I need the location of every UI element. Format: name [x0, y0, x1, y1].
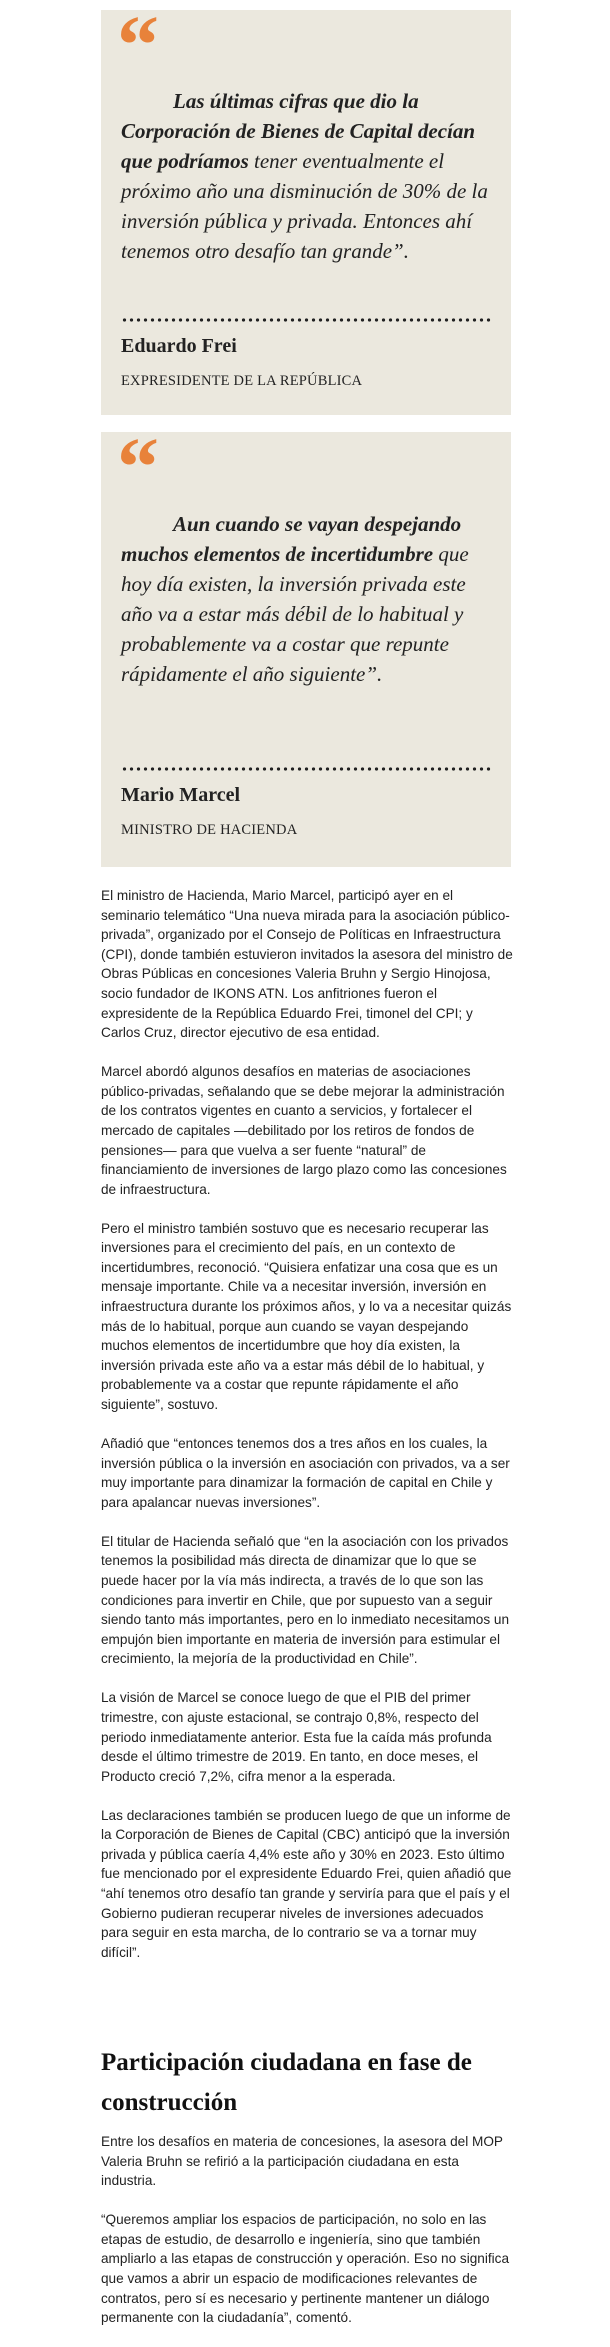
quote-text-bold: Aun cuando se vayan despejando muchos elementos de incertidumbre — [121, 512, 462, 566]
quote-text-rest: tener eventualmente el próximo año una disminución de 30% de la inversión pública y privada. Entonces ahí tenemos otro desafío tan grande”. — [121, 149, 488, 263]
article-paragraph: Entre los desafíos en materia de concesiones, la asesora del MOP Valeria Bruhn se refirió a la participación ciudadana en esta industria. — [101, 2134, 503, 2189]
quote-author: Eduardo Frei — [121, 335, 237, 357]
quote-author-role: EXPRESIDENTE DE LA REPÚBLICA — [121, 373, 363, 389]
article-paragraph: Las declaraciones también se producen luego de que un informe de la Corporación de Bienes de Capital (CBC) anticipó que la inversión privada y pública caería 4,4% este año y 30% en 2023. Esto último fue mencionado por el expresidente Eduardo Frei, quien añadió que “ahí tenemos otro desafío tan grande y serviría para que el país y el Gobierno pudieran recuperar niveles de inversiones adecuados para seguir en esta marcha, de lo contrario se va a tornar muy difícil”. — [101, 1807, 512, 1960]
quote-mark-icon: “ — [117, 0, 153, 92]
article-body — [101, 886, 513, 1982]
article-paragraph: “Queremos ampliar los espacios de participación, no solo en las etapas de estudio, de desarrollo e ingeniería, sino que también ampliarlo a las etapas de construcción y operación. Eso no significa que vamos a abrir un espacio de modificaciones relevantes de contratos, pero sí es necesario y pertinente mantener un diálogo permanente con la ciudadanía”, comentó. — [101, 2212, 510, 2326]
article-paragraph: La visión de Marcel se conoce luego de que el PIB del primer trimestre, con ajuste estacional, se contrajo 0,8%, respecto del periodo inmediatamente anterior. Esta fue la caída más profunda desde el último trimestre de 2019. En tanto, en doce meses, el Producto creció 7,2%, cifra menor a la esperada. — [101, 1690, 492, 1784]
article-body-section-2 — [101, 2132, 513, 2347]
quote-author: Mario Marcel — [121, 784, 241, 806]
article-paragraph: Añadió que “entonces tenemos dos a tres años en los cuales, la inversión pública o la inversión en asociación con privados, va a ser muy importante para dinamizar la formación de capital en Chile y para apalancar nuevas inversiones”. — [101, 1436, 510, 1510]
dotted-divider — [121, 318, 491, 322]
section-heading: Participación ciudadana en fase de construcción — [101, 2049, 472, 2116]
quote-mark-icon: “ — [117, 421, 153, 514]
article-paragraph: Marcel abordó algunos desafíos en materias de asociaciones público-privadas, señalando que se debe mejorar la administración de los contratos vigentes en cuanto a servicios, y fortalecer el mercado de capitales —debilitado por los retiros de fondos de pensiones— para que vuelva a ser fuente “natural” de financiamiento de inversiones de largo plazo como las concesiones de infraestructura. — [101, 1064, 507, 1197]
quote-text — [121, 509, 493, 689]
quote-text-rest: que hoy día existen, la inversión privada este año va a estar más débil de lo habitual y probablemente va a costar que repunte rápidamente el año siguiente”. — [121, 542, 469, 686]
article-paragraph: El ministro de Hacienda, Mario Marcel, participó ayer en el seminario telemático “Una nueva mirada para la asociación público-privada”, organizado por el Consejo de Políticas en Infraestructura (CPI), donde también estuvieron invitados la asesora del ministro de Obras Públicas en concesiones Valeria Bruhn y Sergio Hinojosa, socio fundador de IKONS ATN. Los anfitriones fueron el expresidente de la República Eduardo Frei, timonel del CPI; y Carlos Cruz, director ejecutivo de esa entidad. — [101, 888, 513, 1041]
pull-quote-marcel — [101, 421, 511, 867]
quote-text-bold: Las últimas cifras que dio la Corporación de Bienes de Capital decían que podríamos — [121, 89, 476, 173]
dotted-divider — [121, 767, 491, 771]
pull-quote-frei — [101, 0, 511, 415]
quote-author-role: MINISTRO DE HACIENDA — [121, 822, 298, 838]
article-paragraph: Pero el ministro también sostuvo que es necesario recuperar las inversiones para el crecimiento del país, en un contexto de incertidumbres, reconoció. “Quisiera enfatizar una cosa que es un mensaje importante. Chile va a necesitar inversión, inversión en infraestructura durante los próximos años, y lo va a necesitar quizás más de lo habitual, porque aun cuando se vayan despejando muchos elementos de incertidumbre que hoy día existen, la inversión privada este año va a estar más débil de lo habitual, y probablemente va a costar que repunte rápidamente el año siguiente”, sostuvo. — [101, 1220, 512, 1413]
article-paragraph: El titular de Hacienda señaló que “en la asociación con los privados tenemos la posibilidad más directa de dinamizar que lo que se puede hacer por la vía más indirecta, a través de lo que son las condiciones para invertir en Chile, que por supuesto van a seguir siendo tanto más importantes, pero en lo inmediato necesitamos un empujón bien importante en materia de inversión para estimular el crecimiento, la mejoría de la productividad en Chile”. — [101, 1533, 510, 1667]
quote-text — [121, 86, 493, 266]
